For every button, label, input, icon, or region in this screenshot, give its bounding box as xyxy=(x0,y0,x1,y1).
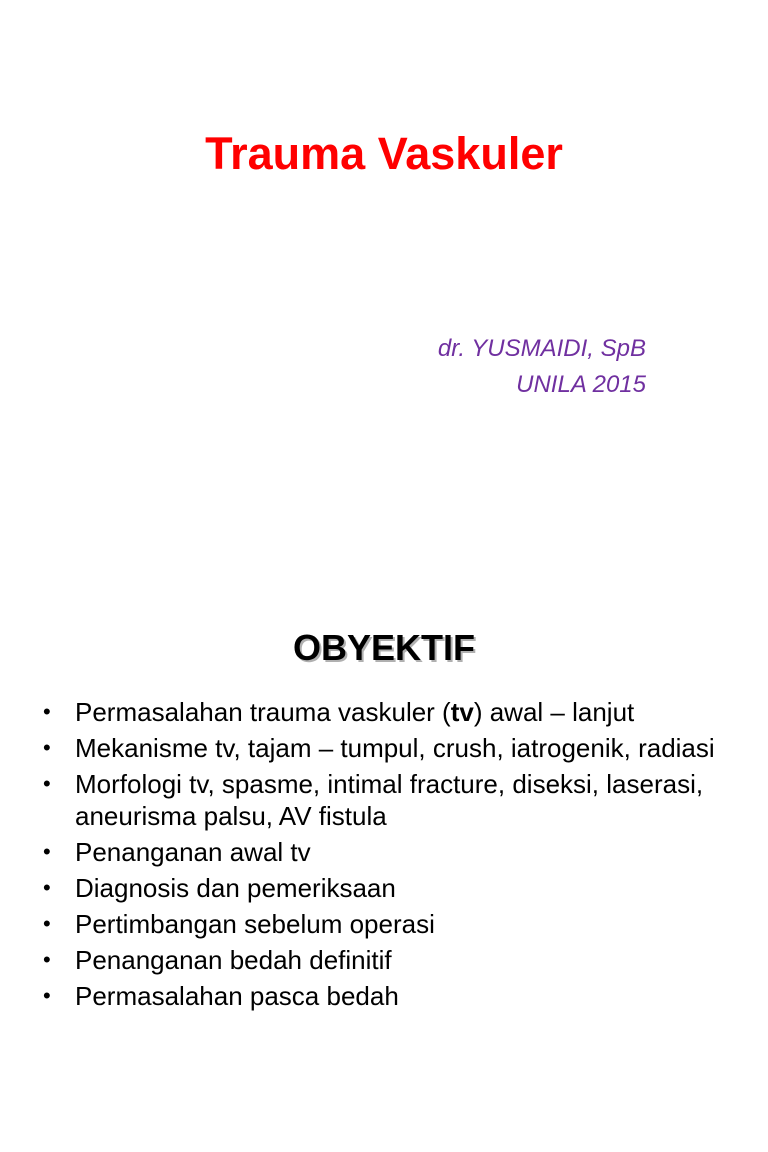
bullet-icon: • xyxy=(43,875,51,900)
institution-year: UNILA 2015 xyxy=(516,371,646,398)
list-item-text: Mekanisme tv, tajam – tumpul, crush, iatrogenik, radiasi xyxy=(75,733,715,763)
subtitle-block xyxy=(438,331,646,403)
list-item-text-bold: tv xyxy=(450,697,474,727)
bullet-icon: • xyxy=(43,839,51,864)
list-item-text: Morfologi tv, spasme, intimal fracture, diseksi, laserasi, aneurisma palsu, AV fistula xyxy=(75,769,704,831)
bullet-icon: • xyxy=(43,911,51,936)
list-item xyxy=(43,732,743,764)
list-item-text: Diagnosis dan pemeriksaan xyxy=(75,873,396,903)
bullet-icon: • xyxy=(43,699,51,724)
list-item-text-pre: Permasalahan trauma vaskuler ( xyxy=(75,697,451,727)
list-item-text: Pertimbangan sebelum operasi xyxy=(75,909,435,939)
list-item-text-post: ) awal – lanjut xyxy=(473,697,635,727)
bullet-icon: • xyxy=(43,983,51,1008)
list-item xyxy=(43,944,743,976)
list-item xyxy=(43,836,743,868)
list-item-text: Permasalahan pasca bedah xyxy=(75,981,399,1011)
bullet-icon: • xyxy=(43,735,51,760)
bullet-icon: • xyxy=(43,771,51,796)
list-item xyxy=(43,696,743,728)
list-item-text: Penanganan bedah definitif xyxy=(75,945,392,975)
list-item xyxy=(43,980,743,1012)
list-item xyxy=(43,768,743,832)
objectives-slide xyxy=(0,576,768,1152)
bullet-icon: • xyxy=(43,947,51,972)
objectives-heading: OBYEKTIF xyxy=(292,627,475,668)
objectives-list xyxy=(43,696,743,1016)
author-name: dr. YUSMAIDI, SpB xyxy=(437,335,646,362)
list-item xyxy=(43,908,743,940)
list-item-text: Penanganan awal tv xyxy=(75,837,311,867)
slide-title: Trauma Vaskuler xyxy=(205,128,563,179)
list-item xyxy=(43,872,743,904)
